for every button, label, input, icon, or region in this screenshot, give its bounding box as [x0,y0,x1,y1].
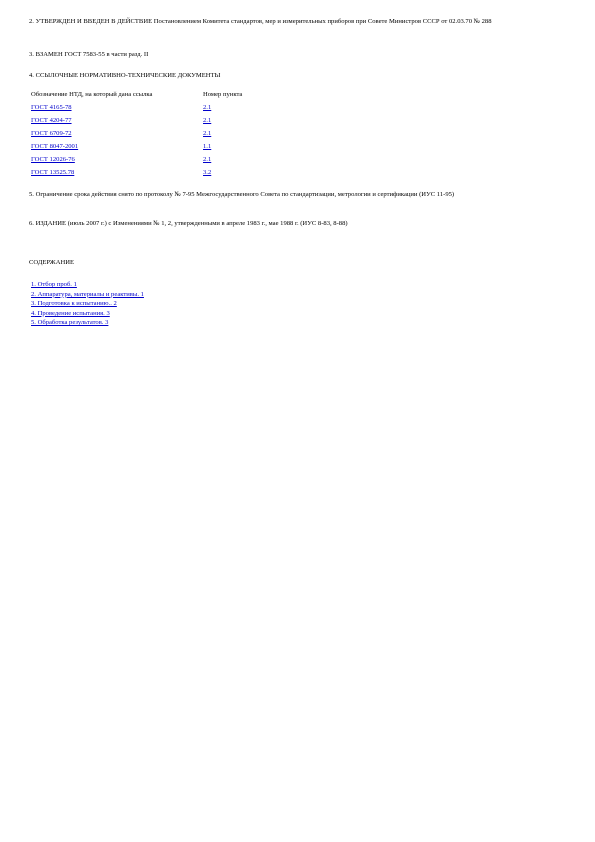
table-row [29,103,285,116]
references-table [29,90,285,181]
list-item [31,280,144,290]
table-of-contents [31,280,144,328]
clause-link[interactable]: 2.1 [203,156,212,163]
list-item [31,318,144,328]
approval-paragraph: 2. УТВЕРЖДЕН И ВВЕДЕН В ДЕЙСТВИЕ Постановлением Комитета стандартов, мер и измерительных приборов при Совете Министров СССР от 02.03.70 № 288 [29,18,492,25]
table-header-row [29,90,285,103]
table-row [29,155,285,168]
toc-link[interactable]: 2. Аппаратура, материалы и реактивы. 1 [31,290,144,298]
list-item [31,299,144,309]
validity-paragraph: 5. Ограничение срока действия снято по протоколу № 7-95 Межгосударственного Совета по стандартизации, метрологии и сертификации (ИУС 11-95) [29,191,455,198]
table-header-document: Обозначение НТД, на который дана ссылка [31,91,153,98]
toc-link[interactable]: 4. Проведение испытания. 3 [31,309,110,317]
clause-link[interactable]: 2.1 [203,130,212,137]
references-heading: 4. ССЫЛОЧНЫЕ НОРМАТИВНО-ТЕХНИЧЕСКИЕ ДОКУМЕНТЫ [29,72,221,79]
table-row [29,129,285,142]
toc-link[interactable]: 5. Обработка результатов. 3 [31,319,109,327]
toc-link[interactable]: 1. Отбор проб. 1 [31,281,77,288]
clause-link[interactable]: 3.2 [203,169,212,176]
table-header-clause: Номер пункта [203,91,243,98]
replacement-paragraph: 3. ВЗАМЕН ГОСТ 7583-55 в части разд. II [29,51,149,58]
standard-link[interactable]: ГОСТ 6709-72 [31,130,72,137]
standard-link[interactable]: ГОСТ 8047-2001 [31,143,79,150]
clause-link[interactable]: 2.1 [203,104,212,111]
table-row [29,116,285,129]
standard-link[interactable]: ГОСТ 12026-76 [31,156,75,163]
clause-link[interactable]: 2.1 [203,117,212,124]
edition-paragraph: 6. ИЗДАНИЕ (июль 2007 г.) с Изменениями № 1, 2, утвержденными в апреле 1983 г., мае 1988 г. (ИУС 8-83, 8-88) [29,220,348,227]
list-item [31,290,144,300]
table-row [29,168,285,181]
table-row [29,142,285,155]
clause-link[interactable]: 1.1 [203,143,212,150]
standard-link[interactable]: ГОСТ 4165-78 [31,104,72,111]
standard-link[interactable]: ГОСТ 4204-77 [31,117,72,124]
toc-title: СОДЕРЖАНИЕ [29,259,75,266]
list-item [31,309,144,319]
standard-link[interactable]: ГОСТ 13525.78 [31,169,75,176]
toc-link[interactable]: 3. Подготовка к испытанию.. 2 [31,300,117,308]
